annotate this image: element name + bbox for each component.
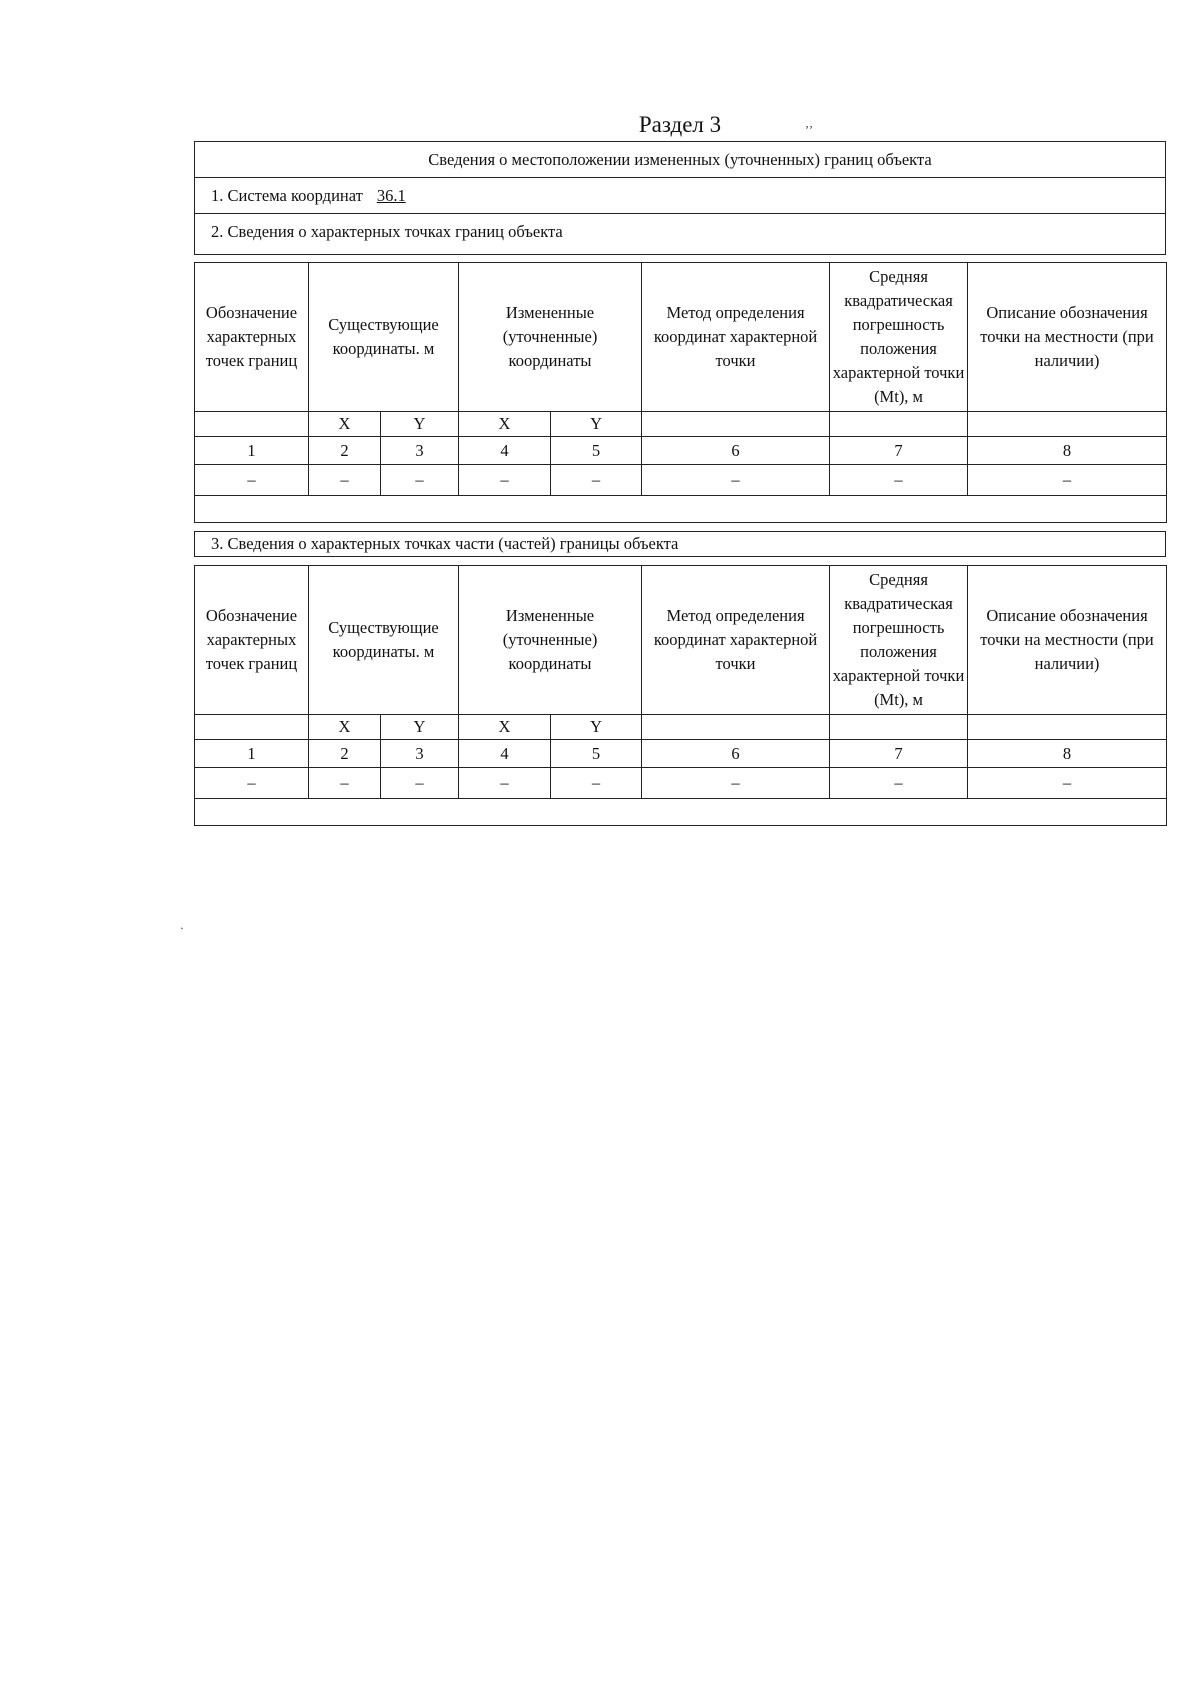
table-cell bbox=[195, 412, 309, 437]
column-number: 7 bbox=[830, 437, 968, 465]
header-y: Y bbox=[551, 715, 642, 740]
table-cell: – bbox=[309, 465, 381, 496]
table-cell: – bbox=[381, 768, 459, 799]
header-x: X bbox=[309, 412, 381, 437]
table-blank-row bbox=[195, 799, 1167, 826]
column-number: 6 bbox=[642, 740, 830, 768]
column-number: 3 bbox=[381, 437, 459, 465]
table-subheader-row bbox=[195, 715, 1167, 740]
column-number: 1 bbox=[195, 437, 309, 465]
table-cell: – bbox=[551, 465, 642, 496]
coordinate-system-row bbox=[195, 178, 1165, 214]
table-cell: – bbox=[968, 768, 1167, 799]
header-designation: Обозначение характерных точек границ bbox=[195, 566, 309, 715]
boundary-points-table bbox=[194, 262, 1167, 523]
table-cell bbox=[642, 715, 830, 740]
table-cell: – bbox=[968, 465, 1167, 496]
table-cell: – bbox=[459, 768, 551, 799]
table-cell bbox=[195, 715, 309, 740]
table-row bbox=[195, 465, 1167, 496]
table-cell: – bbox=[642, 465, 830, 496]
column-number: 3 bbox=[381, 740, 459, 768]
column-number: 4 bbox=[459, 740, 551, 768]
table-header-row bbox=[195, 566, 1167, 715]
header-method: Метод определения координат характерной точки bbox=[642, 566, 830, 715]
scan-mark: ‚‚ bbox=[805, 116, 813, 130]
table-cell: – bbox=[309, 768, 381, 799]
header-changed-coordinates: Измененные (уточненные) координаты bbox=[459, 263, 642, 412]
column-number: 5 bbox=[551, 740, 642, 768]
table-cell bbox=[642, 412, 830, 437]
points-heading: 2. Сведения о характерных точках границ объекта bbox=[211, 222, 563, 241]
part-points-heading-box bbox=[194, 531, 1166, 557]
header-method: Метод определения координат характерной точки bbox=[642, 263, 830, 412]
table-cell bbox=[195, 496, 1167, 523]
header-changed-coordinates: Измененные (уточненные) координаты bbox=[459, 566, 642, 715]
header-x: X bbox=[459, 412, 551, 437]
location-heading: Сведения о местоположении измененных (уточненных) границ объекта bbox=[195, 142, 1165, 178]
column-number: 4 bbox=[459, 437, 551, 465]
coordinate-system-label: 1. Система координат bbox=[211, 186, 363, 205]
column-number-row bbox=[195, 740, 1167, 768]
table-cell bbox=[830, 412, 968, 437]
column-number: 2 bbox=[309, 740, 381, 768]
header-error: Средняя квадратическая погрешность положения характерной точки (Mt), м bbox=[830, 566, 968, 715]
table-cell: – bbox=[195, 768, 309, 799]
header-x: X bbox=[309, 715, 381, 740]
column-number: 7 bbox=[830, 740, 968, 768]
table-cell bbox=[968, 715, 1167, 740]
part-points-heading: 3. Сведения о характерных точках части (частей) границы объекта bbox=[211, 534, 679, 553]
table-cell: – bbox=[381, 465, 459, 496]
header-existing-coordinates: Существующие координаты. м bbox=[309, 566, 459, 715]
header-existing-coordinates: Существующие координаты. м bbox=[309, 263, 459, 412]
scan-mark: ` bbox=[180, 925, 184, 939]
coordinate-system-value: 36.1 bbox=[376, 186, 406, 205]
section-title: Раздел 3 bbox=[638, 112, 722, 137]
header-y: Y bbox=[381, 715, 459, 740]
part-boundary-points-table bbox=[194, 565, 1167, 826]
table-cell: – bbox=[830, 768, 968, 799]
header-y: Y bbox=[381, 412, 459, 437]
header-x: X bbox=[459, 715, 551, 740]
table-cell: – bbox=[830, 465, 968, 496]
header-description: Описание обозначения точки на местности (при наличии) bbox=[968, 263, 1167, 412]
column-number-row bbox=[195, 437, 1167, 465]
column-number: 8 bbox=[968, 437, 1167, 465]
table-cell bbox=[968, 412, 1167, 437]
column-number: 1 bbox=[195, 740, 309, 768]
table-cell: – bbox=[459, 465, 551, 496]
location-info-box bbox=[194, 141, 1166, 255]
table-header-row bbox=[195, 263, 1167, 412]
table-cell: – bbox=[195, 465, 309, 496]
table-row bbox=[195, 768, 1167, 799]
header-y: Y bbox=[551, 412, 642, 437]
column-number: 6 bbox=[642, 437, 830, 465]
table-cell bbox=[830, 715, 968, 740]
table-cell: – bbox=[551, 768, 642, 799]
header-designation: Обозначение характерных точек границ bbox=[195, 263, 309, 412]
section-title-container bbox=[560, 112, 800, 142]
table-blank-row bbox=[195, 496, 1167, 523]
column-number: 5 bbox=[551, 437, 642, 465]
table-cell bbox=[195, 799, 1167, 826]
table-cell: – bbox=[642, 768, 830, 799]
header-error: Средняя квадратическая погрешность положения характерной точки (Mt), м bbox=[830, 263, 968, 412]
column-number: 2 bbox=[309, 437, 381, 465]
column-number: 8 bbox=[968, 740, 1167, 768]
header-description: Описание обозначения точки на местности (при наличии) bbox=[968, 566, 1167, 715]
table-subheader-row bbox=[195, 412, 1167, 437]
